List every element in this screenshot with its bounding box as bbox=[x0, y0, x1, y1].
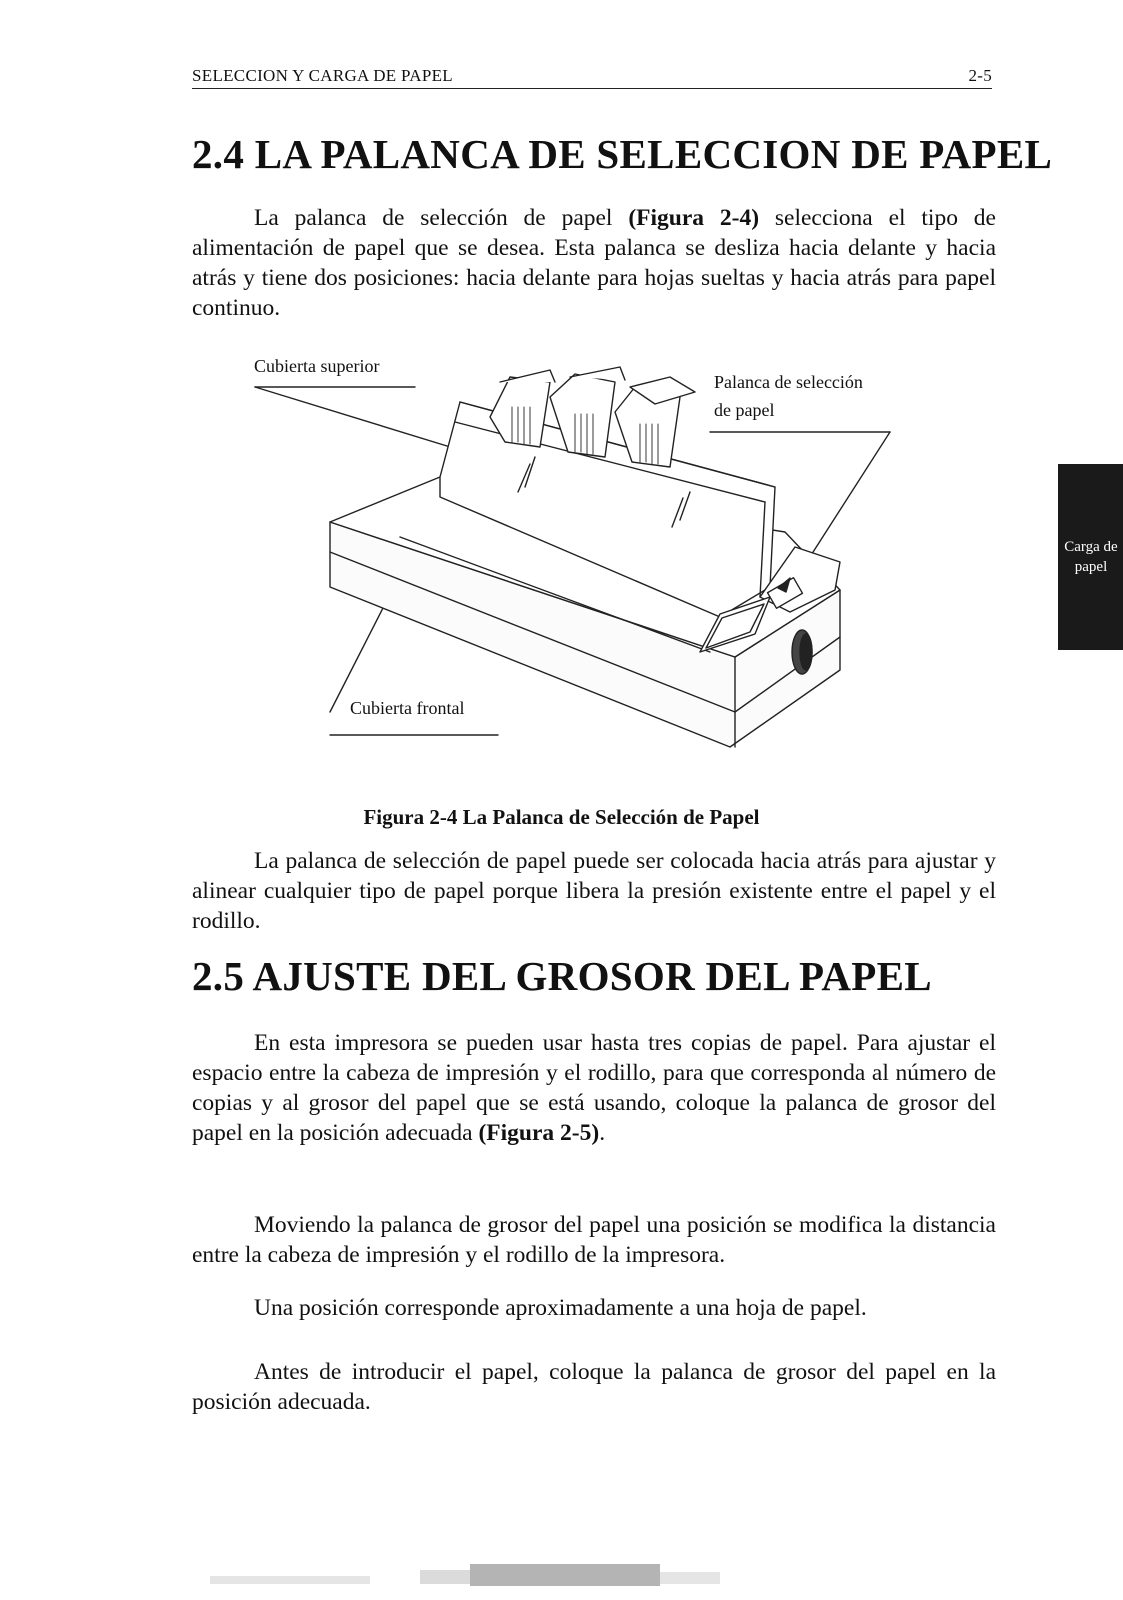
paragraph-text: . bbox=[599, 1120, 606, 1146]
section-heading-2-4: 2.4 LA PALANCA DE SELECCION DE PAPEL bbox=[192, 131, 1053, 177]
running-header bbox=[192, 60, 992, 89]
printer-illustration bbox=[250, 352, 930, 782]
label-top-cover: Cubierta superior bbox=[254, 356, 380, 376]
label-front-cover: Cubierta frontal bbox=[350, 698, 465, 718]
label-lever-line-1: Palanca de selección bbox=[714, 372, 863, 392]
chapter-thumb-tab bbox=[1058, 464, 1123, 650]
section-2-4-paragraph-2: La palanca de selección de papel puede ser colocada hacia atrás para ajustar y alinear cualquier tipo de papel porque libera la presión existente entre el papel y el rodillo. bbox=[192, 848, 996, 934]
section-2-4-paragraph-1 bbox=[192, 203, 996, 323]
paragraph-text: La palanca de selección de papel bbox=[254, 205, 629, 231]
label-lever-line-2: de papel bbox=[714, 400, 775, 420]
scan-noise bbox=[0, 1560, 1123, 1600]
chapter-tab-line-2: papel bbox=[1074, 559, 1108, 575]
paragraph-text: En esta impresora se pueden usar hasta tres copias de papel. Para ajustar el espacio entre la cabeza de impresión y el rodillo, para que corresponda al número de copias y al grosor del papel que se está usando, coloque la palanca de grosor del papel en la posición adecuada bbox=[192, 1030, 996, 1146]
section-2-5-paragraph-1 bbox=[192, 1028, 996, 1148]
figure-reference: (Figura 2-5) bbox=[478, 1120, 600, 1146]
page-number: 2-5 bbox=[968, 66, 992, 85]
running-header-title: SELECCION Y CARGA DE PAPEL bbox=[192, 66, 453, 85]
section-2-5-paragraph-3: Una posición corresponde aproximadamente a una hoja de papel. bbox=[254, 1295, 867, 1321]
section-2-5-paragraph-2: Moviendo la palanca de grosor del papel una posición se modifica la distancia entre la cabeza de impresión y el rodillo de la impresora. bbox=[192, 1212, 996, 1268]
figure-caption: Figura 2-4 La Palanca de Selección de Papel bbox=[363, 805, 760, 829]
section-2-5-paragraph-4: Antes de introducir el papel, coloque la palanca de grosor del papel en la posición adecuada. bbox=[192, 1359, 996, 1415]
paragraph-text: selecciona el tipo de alimentación de papel que se desea. Esta palanca se desliza hacia delante y hacia atrás y tiene dos posiciones: hacia delante para hojas sueltas y hacia atrás para papel continuo. bbox=[192, 205, 996, 321]
section-heading-2-5: 2.5 AJUSTE DEL GROSOR DEL PAPEL bbox=[192, 953, 932, 999]
figure-reference: (Figura 2-4) bbox=[628, 205, 760, 231]
chapter-tab-line-1: Carga de bbox=[1064, 539, 1118, 555]
leader-line-top-cover bbox=[255, 387, 460, 450]
